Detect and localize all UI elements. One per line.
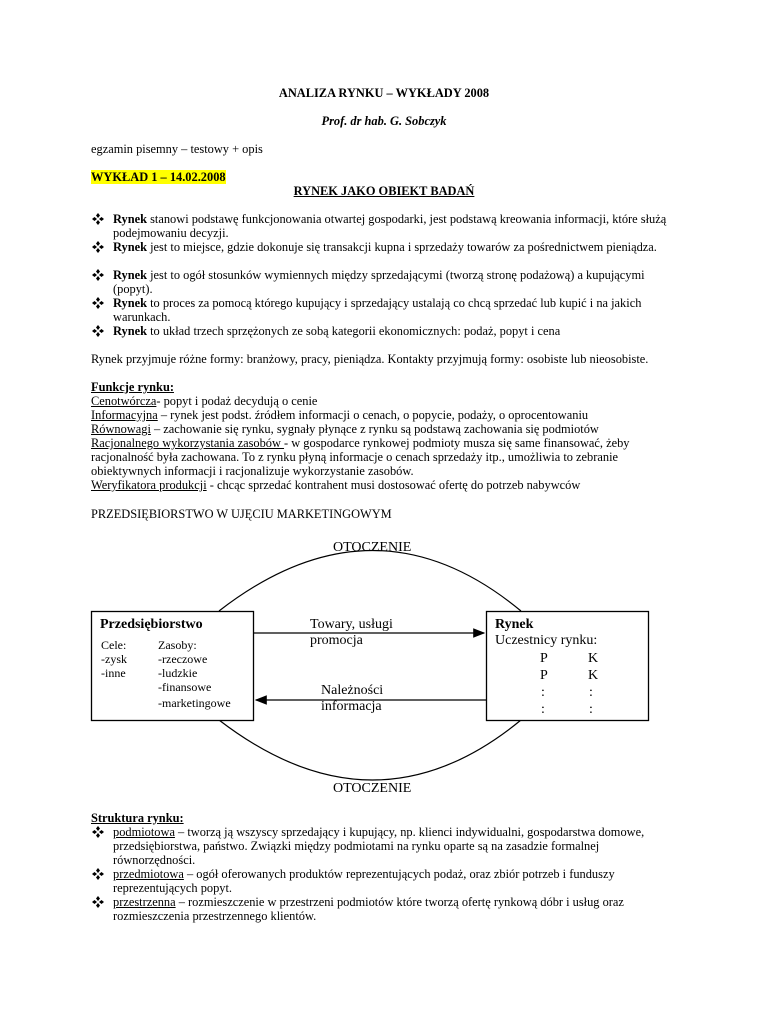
exam-info: egzamin pisemny – testowy + opis bbox=[91, 142, 263, 156]
goal-item: -inne bbox=[101, 666, 126, 680]
author-line: Prof. dr hab. G. Sobczyk bbox=[321, 114, 447, 128]
lecture-subtitle: RYNEK JAKO OBIEKT BADAŃ bbox=[293, 184, 475, 198]
function-item: Równowagi – zachowanie się rynku, sygnały płynące z rynku są podstawą zachowania się podmiotów bbox=[91, 422, 599, 436]
participant-cell: K bbox=[588, 668, 599, 683]
resource-item: -finansowe bbox=[158, 680, 212, 694]
participant-cell: P bbox=[540, 668, 548, 683]
functions-heading: Funkcje rynku: bbox=[91, 380, 174, 394]
flow-left-label: informacja bbox=[321, 699, 382, 714]
goals-label: Cele: bbox=[101, 638, 127, 652]
diamond-bullet-icon bbox=[91, 825, 105, 839]
environment-arc-bottom bbox=[219, 720, 521, 780]
participant-cell: : bbox=[589, 685, 593, 700]
structure-item: przedmiotowa – ogół oferowanych produktów reprezentujących podaż, oraz zbiór potrzeb i funduszy reprezentujących popyt. bbox=[113, 867, 615, 895]
forms-paragraph: Rynek przyjmuje różne formy: branżowy, pracy, pieniądza. Kontakty przyjmują formy: osobiste lub nieosobiste. bbox=[91, 352, 649, 366]
flow-right-label: Towary, usługi bbox=[310, 617, 393, 632]
participant-cell: : bbox=[589, 702, 593, 717]
resources-label: Zasoby: bbox=[158, 638, 197, 652]
definition-item: Rynek to układ trzech sprzężonych ze sobą kategorii ekonomicznych: podaż, popyt i cena bbox=[113, 324, 561, 338]
environment-label-bottom: OTOCZENIE bbox=[333, 781, 412, 796]
participant-cell: P bbox=[540, 651, 548, 666]
participant-cell: : bbox=[541, 702, 545, 717]
flow-right-label: promocja bbox=[310, 633, 363, 648]
participant-cell: K bbox=[588, 651, 599, 666]
definition-item: Rynek jest to miejsce, gdzie dokonuje się transakcji kupna i sprzedaży towarów za pośrednictwem pieniądza. bbox=[113, 240, 657, 254]
structure-item: przestrzenna – rozmieszczenie w przestrzeni podmiotów które tworzą ofertę rynkową dóbr i usług oraz rozmieszczenia przestrzennego klientów. bbox=[113, 895, 624, 923]
lecture-label: WYKŁAD 1 – 14.02.2008 bbox=[91, 170, 226, 184]
resource-item: -rzeczowe bbox=[158, 652, 208, 666]
structure-heading: Struktura rynku: bbox=[91, 811, 184, 825]
function-item: Racjonalnego wykorzystania zasobów - w gospodarce rynkowej podmioty musza się same finansować, żeby racjonalność była zachowana. To z rynku płyną informacje o cenach sprzedaży itp., umożliwia to zebranie obiektywnych informacji i racjonalizuje wykorzystanie zasobów. bbox=[91, 436, 630, 478]
structure-item: podmiotowa – tworzą ją wszyscy sprzedający i kupujący, np. klienci indywidualni, gospodarstwa domowe, przedsiębiorstwa, państwo. Związki między podmiotami na rynku oparte są na zasadzie formalnej równorzędności. bbox=[113, 825, 645, 867]
participant-cell: : bbox=[541, 685, 545, 700]
definition-item: Rynek jest to ogół stosunków wymiennych między sprzedającymi (tworzą stronę podażową) a kupującymi (popyt). bbox=[113, 268, 645, 296]
diamond-bullet-icon bbox=[91, 895, 105, 909]
market-title: Rynek bbox=[495, 617, 534, 632]
resource-item: -ludzkie bbox=[158, 666, 198, 680]
function-item: Informacyjna – rynek jest podst. źródłem informacji o cenach, o popycie, podaży, o oprocentowaniu bbox=[91, 408, 589, 422]
function-item: Weryfikatora produkcji - chcąc sprzedać kontrahent musi dostosować ofertę do potrzeb nabywców bbox=[91, 478, 581, 492]
diagram-heading: PRZEDSIĘBIORSTWO W UJĘCIU MARKETINGOWYM bbox=[91, 507, 392, 521]
market-subtitle: Uczestnicy rynku: bbox=[495, 633, 598, 648]
environment-label-top: OTOCZENIE bbox=[333, 540, 412, 555]
enterprise-title: Przedsiębiorstwo bbox=[100, 617, 203, 632]
function-item: Cenotwórcza- popyt i podaż decydują o cenie bbox=[91, 394, 318, 408]
definition-item: Rynek stanowi podstawę funkcjonowania otwartej gospodarki, jest podstawą kreowania informacji, które służą podejmowaniu decyzji. bbox=[113, 212, 667, 240]
flow-left-label: Należności bbox=[321, 683, 384, 698]
environment-arc-top bbox=[219, 551, 521, 612]
diamond-bullet-icon bbox=[91, 867, 105, 881]
definition-item: Rynek to proces za pomocą którego kupujący i sprzedający ustalają co chcą sprzedać lub kupić i na jakich warunkach. bbox=[113, 296, 642, 324]
document-title: ANALIZA RYNKU – WYKŁADY 2008 bbox=[278, 86, 490, 100]
goal-item: -zysk bbox=[101, 652, 127, 666]
resource-item: -marketingowe bbox=[158, 696, 231, 710]
